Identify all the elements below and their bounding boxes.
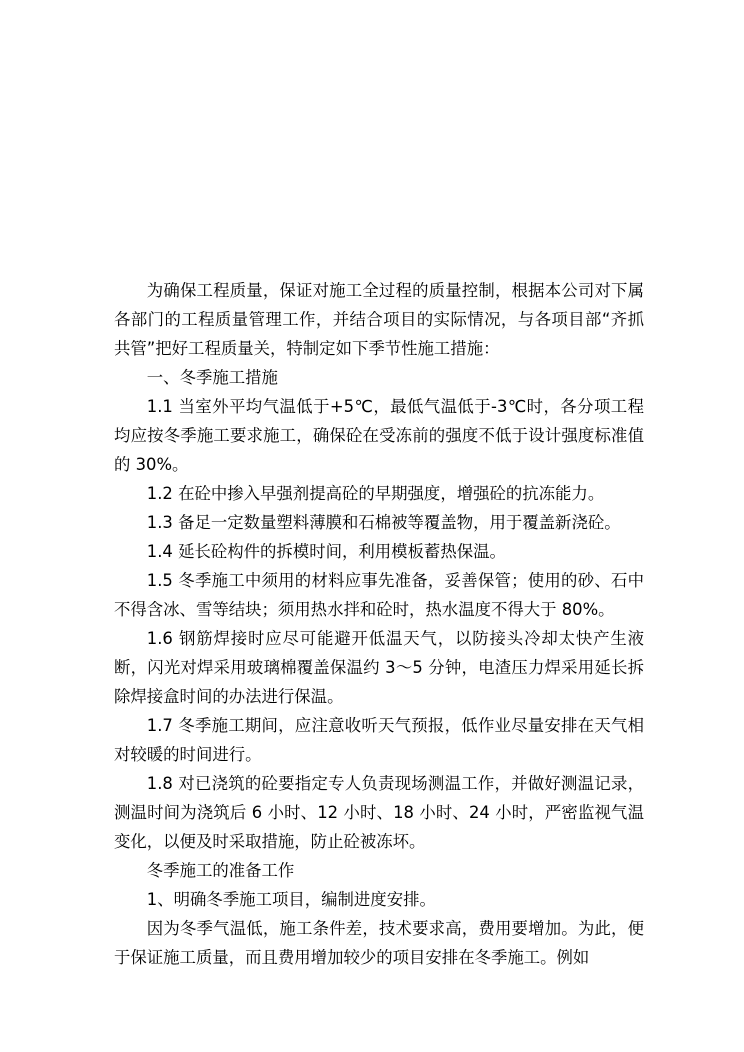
clause-1-4: 1.4 延长砼构件的拆模时间，利用模板蓄热保温。 — [146, 542, 506, 561]
clause-1-1: 1.1 当室外平均气温低于+5℃，最低气温低于-3℃时，各分项工程均应按冬季施工要求施工，确保砼在受冻前的强度不低于设计强度标准值的 30%。 — [114, 397, 644, 474]
intro-paragraph: 为确保工程质量，保证对施工全过程的质量控制，根据本公司对下属各部门的工程质量管理工作，并结合项目的实际情况，与各项目部“齐抓共管”把好工程质量关，特制定如下季节性施工措施： — [114, 281, 644, 358]
preparation-explanation: 因为冬季气温低，施工条件差，技术要求高，费用要增加。为此，便于保证施工质量，而且费用增加较少的项目安排在冬季施工。例如 — [114, 919, 644, 967]
clause-1-6: 1.6 钢筋焊接时应尽可能避开低温天气，以防接头冷却太快产生液断，闪光对焊采用玻璃棉覆盖保温约 3～5 分钟，电渣压力焊采用延长拆除焊接盒时间的办法进行保温。 — [114, 629, 644, 706]
clause-1-8: 1.8 对已浇筑的砼要指定专人负责现场测温工作，并做好测温记录，测温时间为浇筑后 6 小时、12 小时、18 小时、24 小时，严密监视气温变化，以便及时采取措施，防止砼被冻坏。 — [114, 774, 644, 851]
document-body — [114, 276, 644, 972]
clause-1-2: 1.2 在砼中掺入早强剂提高砼的早期强度，增强砼的抗冻能力。 — [146, 484, 605, 503]
preparation-item-1: 1、明确冬季施工项目，编制进度安排。 — [146, 890, 436, 909]
section-heading-preparation: 冬季施工的准备工作 — [146, 861, 295, 880]
clause-1-5: 1.5 冬季施工中须用的材料应事先准备，妥善保管；使用的砂、石中不得含冰、雪等结块；须用热水拌和砼时，热水温度不得大于 80%。 — [114, 571, 644, 619]
section-heading-winter-measures: 一、冬季施工措施 — [146, 368, 278, 387]
clause-1-3: 1.3 备足一定数量塑料薄膜和石棉被等覆盖物，用于覆盖新浇砼。 — [146, 513, 621, 532]
clause-1-7: 1.7 冬季施工期间，应注意收听天气预报，低作业尽量安排在天气相对较暖的时间进行。 — [114, 716, 644, 764]
